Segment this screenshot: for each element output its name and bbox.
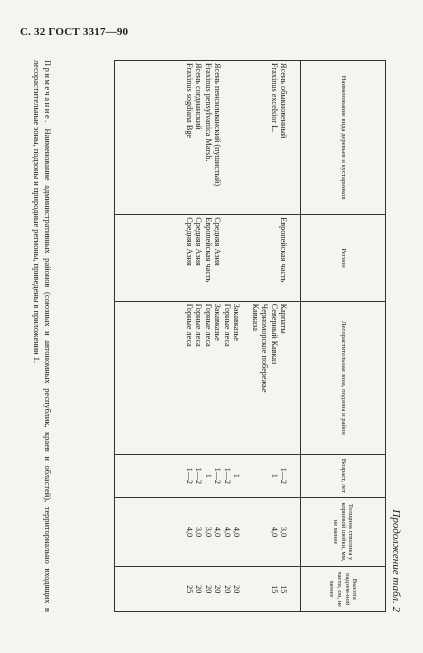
seedling-table xyxy=(114,60,386,612)
col-zone: Лесорастительная зона, подзона и район xyxy=(301,301,386,454)
col-thickness: Толщина стволика у корневой шейки, мм, не менее xyxy=(301,497,386,567)
note-text: Наименование административных районов (союзных и автономных республик, краев и областей), территориально входящих в лесорастительные зоны, подзоны и природные регионы, приведены в приложении 1. xyxy=(32,60,52,612)
note-label: Примечание. xyxy=(43,60,52,124)
table-caption: Продолжение табл. 2 xyxy=(390,509,402,612)
page-header: С. 32 ГОСТ 3317—90 xyxy=(20,26,129,38)
cell-zone: Карпаты Северный Кавказ Черноморское побережье Кавказа xyxy=(250,301,300,454)
cell-age: 1—2 1 xyxy=(250,455,300,498)
table-header-row xyxy=(301,61,386,612)
table-row xyxy=(250,61,300,612)
cell-species: Ясень обыкновенный Fraxinus excelsior L. xyxy=(250,61,300,215)
table-row xyxy=(114,61,250,612)
col-height: Высота надзем-ной части, см, не менее xyxy=(301,567,386,612)
col-age: Возраст, лет xyxy=(301,455,386,498)
cell-region: Европейская часть xyxy=(250,215,300,302)
cell-height: 20 20 20 20 20 25 xyxy=(114,567,250,612)
rotated-table-block xyxy=(12,60,402,620)
cell-region: Средняя Азия Европейская часть Средняя Азия Средняя Азия xyxy=(114,215,250,302)
cell-thickness: 3,0 4,0 xyxy=(250,497,300,567)
col-region: Регион xyxy=(301,215,386,302)
table-note xyxy=(31,60,52,612)
col-species: Наименование вида деревьев и кустарников xyxy=(301,61,386,215)
cell-zone: Закавказье Горные леса Закавказье Горные леса Горные леса Горные леса xyxy=(114,301,250,454)
cell-age: 1 1—2 1—2 1 1—2 1—2 xyxy=(114,455,250,498)
cell-height: 15 15 xyxy=(250,567,300,612)
cell-species: Ясень пенсильванский (пушистый) Fraxinus pensylvanica Marsh. Ясень согдианский Fraxinus sogdiana Bge xyxy=(114,61,250,215)
cell-thickness: 4,0 4,0 4,0 3,0 3,0 4,0 xyxy=(114,497,250,567)
